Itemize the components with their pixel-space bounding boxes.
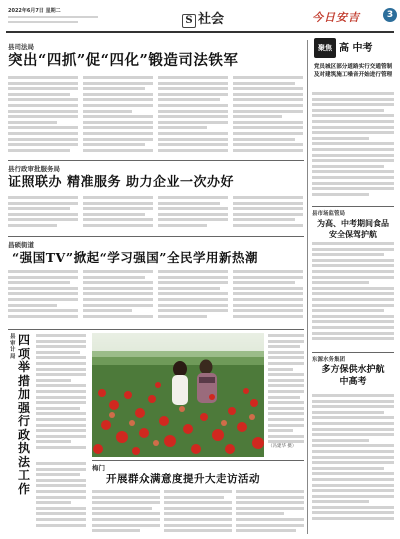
lead-kicker: 县司法局 <box>8 43 34 51</box>
sidebar-top-body <box>312 92 394 204</box>
section-letter-icon: S <box>182 14 196 28</box>
vertical-headline: 四项举措加强行政执法工作 <box>18 333 31 496</box>
photo-caption: （冯建华 摄） <box>268 444 297 449</box>
second-body-col-4 <box>233 196 303 234</box>
lead-headline: 突出“四抓”促“四化”锻造司法铁军 <box>8 52 239 69</box>
sidebar-mid-body <box>312 242 394 350</box>
third-body-col-3 <box>158 270 228 326</box>
fourth-body-col-4 <box>236 490 304 534</box>
second-headline: 证照联办 精准服务 助力企业一次办好 <box>8 175 235 190</box>
focus-banner <box>312 36 396 60</box>
second-body-col-3 <box>158 196 228 234</box>
column-separator <box>307 40 308 534</box>
sidebar <box>310 36 396 536</box>
sidebar-low-kicker: 东源水务集团 <box>312 357 346 363</box>
newspaper-logo: 今日安吉 <box>312 11 360 24</box>
sidebar-low-title: 多方保供水护航中高考 <box>321 365 385 387</box>
section-divider <box>92 460 304 461</box>
lead-body-col-3 <box>158 76 228 158</box>
sidebar-top-title: 党员城区部分道路实行交通管制及对建筑施工噪音开始进行管理 <box>313 64 393 78</box>
issue-date: 2022年6月7日 星期二 <box>8 8 61 14</box>
masthead <box>6 6 394 34</box>
fourth-kicker: 梅门 <box>92 464 105 472</box>
second-body-col-2 <box>83 196 153 234</box>
third-kicker: 昌硕街道 <box>8 241 34 249</box>
fourth-body-col-2 <box>92 490 160 534</box>
photo-side-text <box>268 334 304 452</box>
section-divider <box>8 329 304 330</box>
second-body-col-1 <box>8 196 78 234</box>
vertical-kicker: 县审计局 <box>10 334 16 360</box>
lead-body-col-2 <box>83 76 153 158</box>
focus-badge: 聚焦 <box>314 38 336 58</box>
section-divider <box>8 160 304 161</box>
sidebar-mid-title: 为高、中考期间食品安全保驾护航 <box>317 218 389 239</box>
masthead-rule <box>6 31 394 33</box>
news-photo <box>92 333 264 457</box>
focus-banner-title: 高 中考 <box>339 43 373 54</box>
section-title <box>182 8 224 28</box>
lead-body-col-4 <box>233 76 303 158</box>
third-body-col-4 <box>233 270 303 326</box>
sidebar-low-body <box>312 394 394 532</box>
page-number: 3 <box>383 8 397 22</box>
sidebar-divider <box>312 206 394 207</box>
section-label: 社会 <box>198 12 225 27</box>
vertical-body-col <box>36 334 86 458</box>
third-headline: “强国TV”掀起“学习强国”全民学用新热潮 <box>12 250 258 265</box>
fourth-body-col-1 <box>36 462 86 532</box>
third-body-col-2 <box>83 270 153 326</box>
poppy-field-photo <box>92 333 264 457</box>
fourth-body-col-3 <box>164 490 232 534</box>
fourth-headline: 开展群众满意度提升大走访活动 <box>106 473 260 485</box>
sidebar-divider <box>312 352 394 353</box>
main-column <box>6 36 306 536</box>
date-line <box>8 8 128 25</box>
second-kicker: 县行政审批服务局 <box>8 165 60 173</box>
third-body-col-1 <box>8 270 78 326</box>
section-divider <box>8 236 304 237</box>
lead-body-col-1 <box>8 76 78 158</box>
sidebar-mid-kicker: 县市场监管局 <box>312 211 346 217</box>
